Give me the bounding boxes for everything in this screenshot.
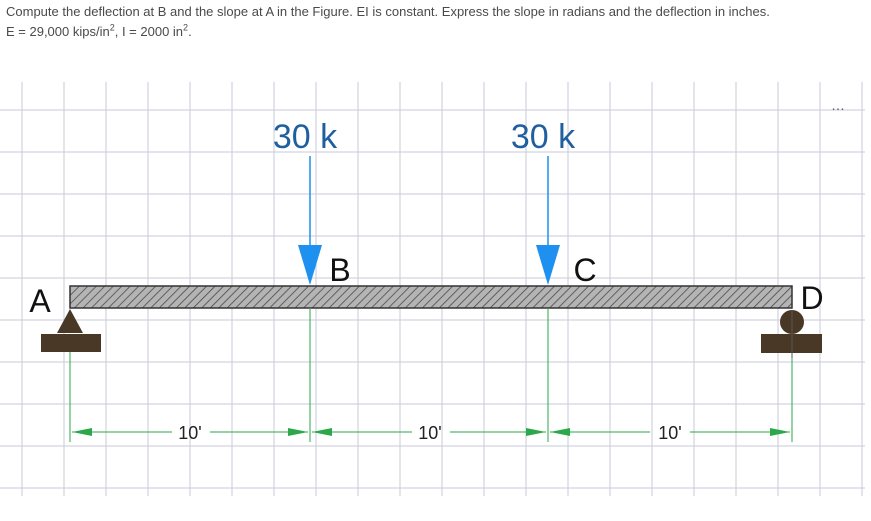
- load-label-b: 30 k: [272, 118, 338, 156]
- problem-inertia-text: , I = 2000 in: [114, 24, 184, 39]
- dimension-extension-lines: [70, 308, 792, 442]
- problem-modulus-text: E = 29,000 kips/in: [6, 24, 110, 39]
- load-arrow-b: [298, 156, 322, 285]
- load-arrow-c: [536, 156, 560, 285]
- span-label-ab: 10': [178, 423, 202, 443]
- point-label-a: A: [29, 283, 51, 319]
- point-label-c: C: [573, 252, 597, 288]
- beam: [70, 286, 792, 308]
- span-label-cd: 10': [658, 423, 682, 443]
- point-label-d: D: [800, 280, 824, 316]
- problem-line-1: Compute the deflection at B and the slope at A in the Figure. EI is constant. Express the slope in radians and the deflection in inches.: [6, 4, 770, 19]
- problem-line-2-end: .: [188, 24, 192, 39]
- span-label-bc: 10': [418, 423, 442, 443]
- roller-support-d: [761, 310, 822, 358]
- problem-modulus-exponent: 2: [109, 22, 115, 33]
- problem-inertia-exponent: 2: [183, 22, 189, 33]
- more-options-icon[interactable]: …: [831, 97, 845, 113]
- point-label-b: B: [329, 252, 351, 288]
- load-label-c: 30 k: [510, 118, 576, 156]
